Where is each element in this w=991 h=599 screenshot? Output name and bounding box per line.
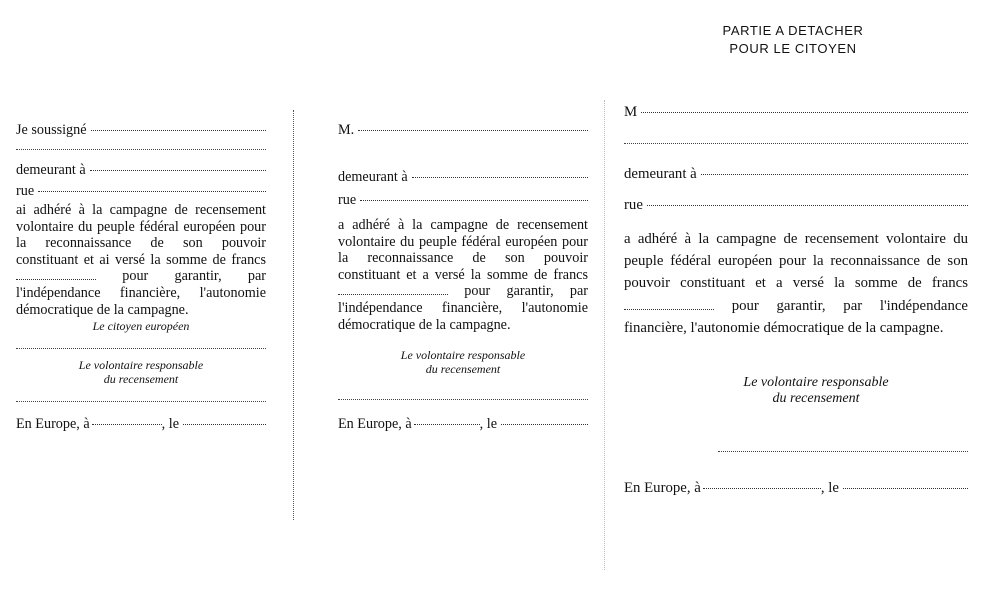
date-field[interactable] [501,424,588,425]
signer-line [16,122,266,139]
place-field[interactable] [414,424,480,425]
volunteer-line-2: du recensement [103,371,179,386]
residence-line [624,166,968,183]
residence-field[interactable] [90,170,266,171]
name-field[interactable] [641,112,968,113]
signer-field-continued[interactable] [16,149,266,150]
perforation-line-right [604,100,605,570]
stub-organizer-copy [338,122,588,433]
place-label: En Europe, à [16,415,90,432]
volunteer-signature-label [16,359,266,387]
place-date-line [16,416,266,433]
perforation-line-left [293,110,294,520]
street-field[interactable] [38,191,266,192]
declaration-text [338,217,588,333]
declaration-body: ai adhéré à la campagne de recensement volontaire du peuple fédéral européen pour la reconnaissance de son pouvoir constituant et ai versé la somme de francs [16,202,266,268]
amount-field[interactable] [624,309,714,310]
volunteer-line-2: du recensement [772,391,860,407]
volunteer-signature-label [664,375,968,407]
street-label: rue [338,192,357,208]
street-line [338,192,588,209]
street-label: rue [16,183,35,199]
header-line-2: POUR LE CITOYEN [729,40,857,56]
volunteer-signature-field[interactable] [338,399,588,400]
residence-label: demeurant à [624,166,697,182]
detachable-citizen-receipt [624,104,968,497]
name-field-continued[interactable] [624,143,968,144]
declaration-text [16,202,266,318]
date-label: , le [479,415,498,432]
date-field[interactable] [183,424,266,425]
place-date-line [624,480,968,497]
name-line [624,104,968,121]
declaration-body-end: pour garantir, par l'indépendance financière, l'autonomie démocratique de la campagne. [16,268,267,318]
volunteer-line-1: Le volontaire responsable [743,374,889,390]
name-field[interactable] [358,130,588,131]
street-label: rue [624,197,643,213]
street-line [16,183,266,200]
place-field[interactable] [703,488,821,489]
stub-citizen-copy [16,122,266,433]
volunteer-signature-field[interactable] [16,401,266,402]
residence-field[interactable] [701,174,968,175]
detach-header [700,22,886,57]
volunteer-line-1: Le volontaire responsable [400,348,526,363]
declaration-text [624,228,968,339]
date-field[interactable] [843,488,968,489]
volunteer-line-2: du recensement [425,362,501,377]
residence-field[interactable] [412,177,588,178]
street-field[interactable] [360,200,588,201]
date-label: , le [820,480,839,497]
signer-label: Je soussigné [16,122,87,138]
signer-field[interactable] [91,130,266,131]
place-label: En Europe, à [338,415,412,432]
street-line [624,197,968,214]
residence-label: demeurant à [16,162,86,178]
citizen-signature-label: Le citoyen européen [92,319,190,334]
amount-field[interactable] [338,294,448,295]
residence-line [16,162,266,179]
place-field[interactable] [92,424,162,425]
name-label: M [624,104,638,120]
declaration-body: a adhéré à la campagne de recensement volontaire du peuple fédéral européen pour la reconnaissance de son pouvoir constituant et a versé la somme de francs [624,231,968,292]
declaration-body: a adhéré à la campagne de recensement volontaire du peuple fédéral européen pour la reconnaissance de son pouvoir constituant et a versé la somme de francs [338,217,588,283]
name-label: M. [338,122,355,138]
place-label: En Europe, à [624,480,701,497]
volunteer-line-1: Le volontaire responsable [78,358,204,373]
citizen-signature-field[interactable] [16,348,266,349]
date-label: , le [161,415,180,432]
place-date-line [338,416,588,433]
amount-field[interactable] [16,279,96,280]
street-field[interactable] [647,205,968,206]
volunteer-signature-field[interactable] [718,451,968,452]
residence-line [338,169,588,186]
header-line-1: PARTIE A DETACHER [722,23,864,38]
name-line [338,122,588,139]
residence-label: demeurant à [338,169,408,185]
declaration-body-end: pour garantir, par l'indépendance financière, l'autonomie démocratique de la campagne. [624,297,968,336]
volunteer-signature-label [338,349,588,377]
declaration-body-end: pour garantir, par l'indépendance financière, l'autonomie démocratique de la campagne. [338,283,589,333]
